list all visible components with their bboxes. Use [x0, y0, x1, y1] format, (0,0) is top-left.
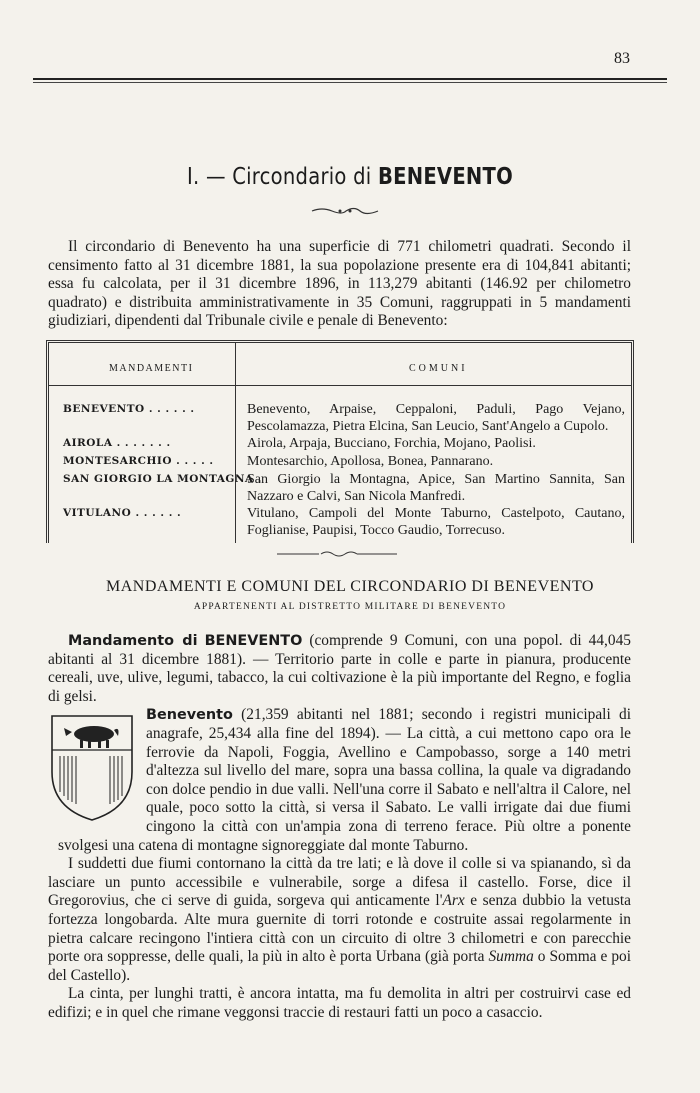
header-rule-thin [33, 82, 667, 83]
rivers-text-b: e senza dubbio la vetusta fortezza longobarda. Alte mura guernite di torri rotonde e costruite assai regolarmente in pietra calcare recingono l'intiera città con un circuito di oltre 3 chilometri e con parecchie porte ora soppresse, delle quali, la più in alto è porta Urbana (già porta [48, 892, 631, 966]
benevento-block [48, 706, 631, 855]
mandamento-lead-strong: BENEVENTO [204, 633, 303, 649]
page-number: 83 [614, 50, 630, 67]
mandamenti-table [46, 340, 634, 543]
mandamento-paragraph [48, 632, 631, 706]
rivers-text-a: I suddetti due fiumi contornano la città da tre lati; e là dove il colle si va spianando, sì da lasciare un punto accessibile e vulnerabile, sorge a difesa il castello. Forse, dice il Gregorovius, che ci serve di guida, sorgeva qui anticamente l' [48, 855, 631, 910]
section-body [48, 632, 631, 1022]
chapter-title-prefix: I. — Circondario di [186, 164, 372, 190]
mandamento-lead: Mandamento di [68, 633, 198, 649]
section-divider-ornament [277, 550, 397, 558]
walls-paragraph: La cinta, per lunghi tratti, è ancora intatta, ma fu demolita in altri per costruirvi case ed edifizi; e in quel che rimane veggonsi traccie di restauri fatti un poco a casaccio. [48, 985, 631, 1021]
table-column-divider [235, 343, 236, 543]
mandamento-cell: VITULANO . . . . . . [63, 507, 182, 519]
intro-text: Il circondario di Benevento ha una superficie di 771 chilometri quadrati. Secondo il censimento fatto al 31 dicembre 1881, la sua popolazione presente era di 104,841 abitanti; essa fu calcolata, per il 31 dicembre 1896, in 113,279 abitanti (146.92 per chilometro quadrato) e distribuita amministrativamente in 35 Comuni, raggruppati in 5 mandamenti giudiziari, dipendenti dal Tribunale civile e penale di Benevento: [48, 238, 631, 330]
mandamento-text: (comprende 9 Comuni, con una popol. di 44,045 abitanti al 31 dicembre 1881). — Territorio parte in colle e parte in pianura, producente cereali, uve, ulive, legumi, tabacco, la cui coltivazione è la più importante del Regno, e foglia di gelsi. [48, 632, 631, 705]
mandamento-cell: BENEVENTO . . . . . . [63, 403, 195, 415]
header-comuni: COMUNI [409, 363, 468, 374]
table-header-divider [49, 385, 631, 386]
section-title: MANDAMENTI E COMUNI DEL CIRCONDARIO DI BENEVENTO [106, 578, 594, 595]
header-rule [33, 78, 667, 80]
chapter-title-strong: BENEVENTO [377, 164, 514, 190]
rivers-text-c: o Somma e poi del Castello). [48, 948, 631, 984]
comuni-cell: Benevento, Arpaise, Ceppaloni, Paduli, Pago Vejano, Pescolamazza, Pietra Elcina, San Leucio, Sant'Angelo a Cupolo. [247, 402, 625, 434]
benevento-text: (21,359 abitanti nel 1881; secondo i registri municipali di anagrafe, 25,434 alla fine del 1894). — La città, a cui mettono capo ora le ferrovie da Napoli, Foggia, Avellino e Campobasso, sorge a 140 metri d'altezza sul livello del mare, sopra una bassa collina, la quale va digradando con dolce pendio in due valli. Nell'una corre il Sabato e nell'altra il Calore, nel quale, poco sotto la città, si versa il Sabato. Le valli irrigate dai due fiumi cingono la città con un'ampia zona di terreno ferace. Più oltre a ponente svolgesi una catena di montagne signoreggiate dal monte Taburno. [58, 706, 631, 854]
coat-of-arms-boar-icon [48, 712, 136, 824]
summa-term: Summa [488, 948, 534, 966]
chapter-title [53, 164, 648, 190]
title-flourish-ornament [310, 204, 380, 218]
comuni-cell: Vitulano, Campoli del Monte Taburno, Castelpoto, Cautano, Foglianise, Paupisi, Tocco Gaudio, Torrecuso. [247, 506, 625, 538]
comuni-cell: Montesarchio, Apollosa, Bonea, Pannarano. [247, 454, 494, 469]
rivers-paragraph [48, 855, 631, 985]
intro-paragraph [48, 238, 631, 331]
comuni-cell: Airola, Arpaja, Bucciano, Forchia, Mojano, Paolisi. [247, 436, 536, 451]
section-subtitle: APPARTENENTI AL DISTRETTO MILITARE DI BENEVENTO [193, 602, 507, 612]
comuni-cell: San Giorgio la Montagna, Apice, San Martino Sannita, San Nazzaro e Calvi, San Nicola Manfredi. [247, 472, 625, 504]
mandamento-cell: SAN GIORGIO LA MONTAGNA . [63, 473, 262, 485]
mandamento-cell: MONTESARCHIO . . . . . [63, 455, 214, 467]
arx-term: Arx [442, 892, 465, 910]
benevento-lead: Benevento [146, 707, 233, 724]
mandamento-cell: AIROLA . . . . . . . [63, 437, 171, 449]
header-mandamenti: MANDAMENTI [109, 363, 194, 374]
